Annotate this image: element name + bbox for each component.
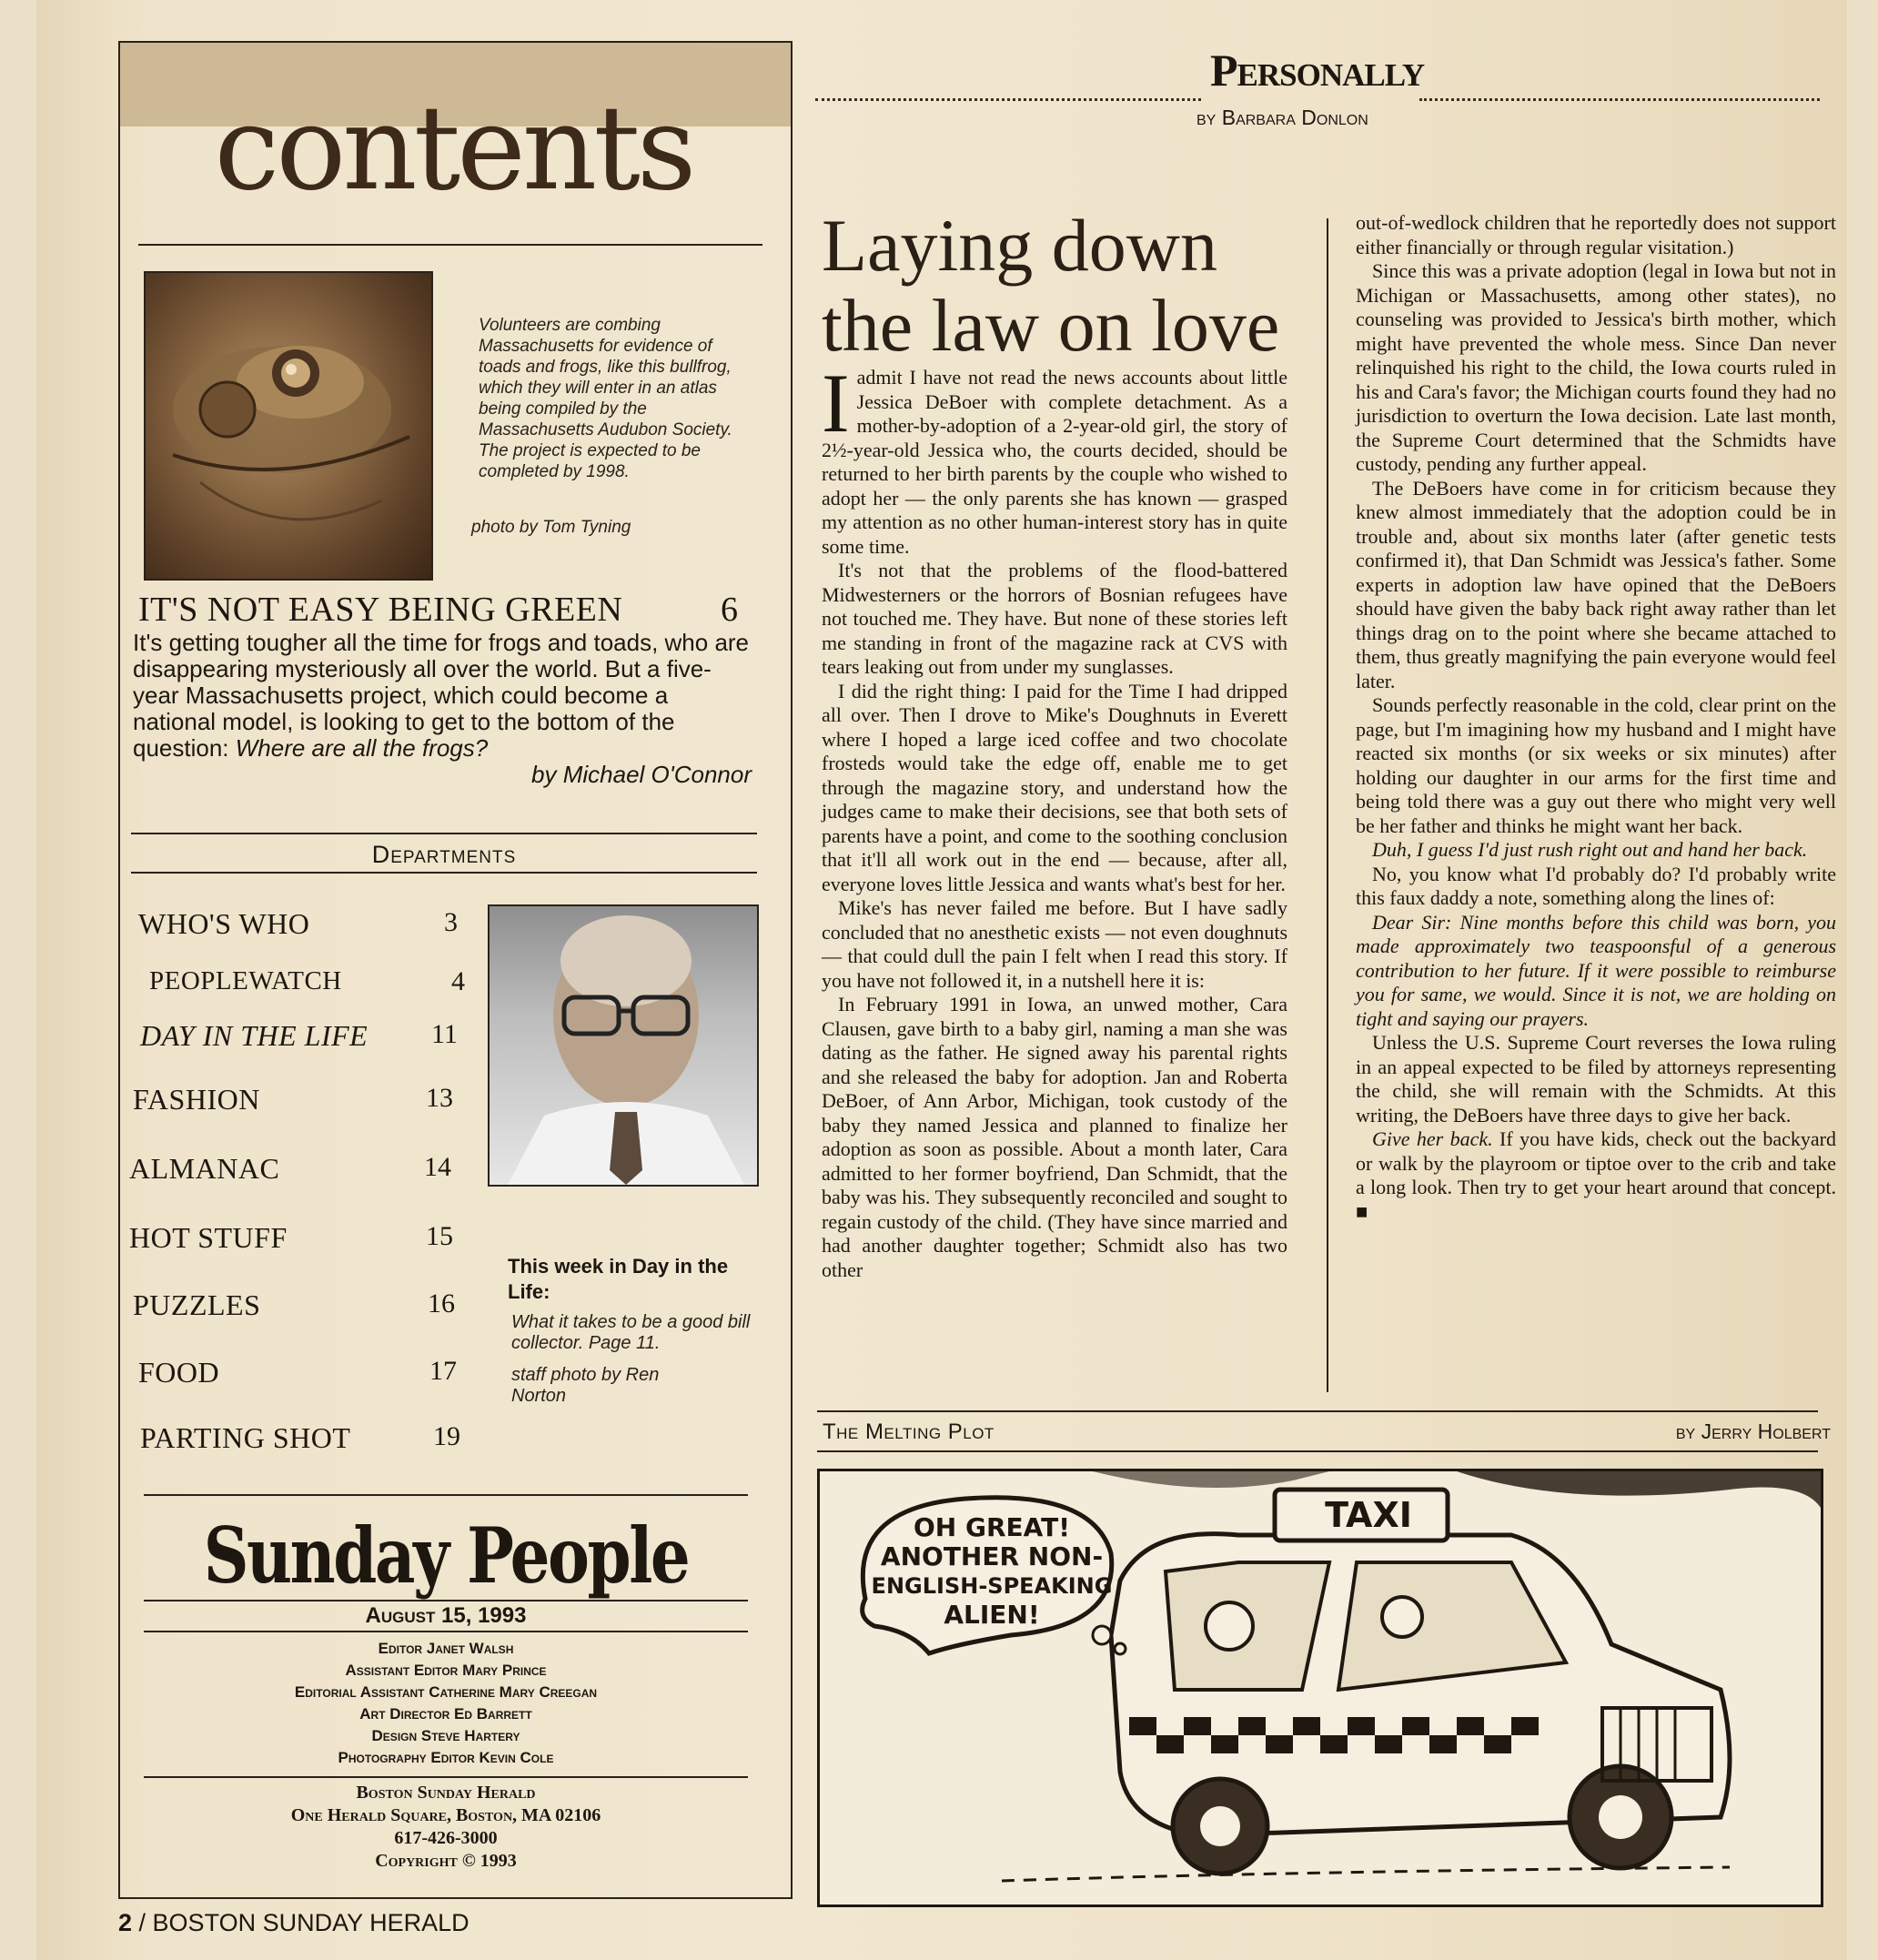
section-title: Personally	[1210, 45, 1425, 96]
divider	[817, 1450, 1818, 1452]
paragraph: Duh, I guess I'd just rush right out and hand her back.	[1372, 838, 1808, 861]
publisher-line: Boston Sunday Herald	[356, 1783, 536, 1803]
paragraph: The DeBoers have come in for criticism because they knew almost immediately that the adoption could be in trouble and, about six months later (after genetic tests confirmed it), that Dan Schmidt was Jessica's father. Some experts in adoption law have opined that the DeBoers should have given the baby back right away rather than let things drag on to the point where she became attached to them, thus greatly magnifying the pain everyone would feel later.	[1356, 476, 1836, 692]
department-page: 4	[451, 966, 465, 996]
divider	[144, 1494, 748, 1496]
publisher-line: One Herald Square, Boston, MA 02106	[290, 1805, 601, 1825]
feature-question: Where are all the frogs?	[235, 734, 489, 762]
column-rule	[1327, 218, 1328, 1392]
department-name: PEOPLEWATCH	[149, 966, 342, 995]
masthead: Sunday People	[203, 1510, 689, 1601]
editorial-cartoon	[817, 1469, 1823, 1907]
department-page: 19	[433, 1421, 460, 1451]
bullfrog-photo	[144, 271, 433, 581]
day-in-life-caption: What it takes to be a good bill collector. Page 11.	[511, 1312, 751, 1353]
paragraph: Since this was a private adoption (legal in Iowa but not in Michigan or Massachusetts, among other states), no counseling was provided to Jessica's birth mother, which might have prevented the whole mess. Since Dan never relinquished his right to the child, the Iowa courts ruled in his and Cara's favor; the Michigan courts found they had no jurisdiction to overturn the Iowa decision. Late last month, the Supreme Court determined that the Schmidts have custody, pending any further appeal.	[1356, 259, 1836, 475]
paragraph: Sounds perfectly reasonable in the cold, clear print on the page, but I'm imagining how my husband and I might have reacted six months (or six weeks or six minutes) after holding our daughter in our arms for the first time and being told there was a guy out there who might very well be her father and thinks he might want her back.	[1356, 693, 1836, 837]
newspaper-name: / BOSTON SUNDAY HERALD	[138, 1909, 470, 1936]
headline	[822, 206, 1295, 366]
department-name: WHO'S WHO	[138, 907, 310, 940]
speech-line: ENGLISH-SPEAKING	[871, 1573, 1113, 1599]
department-page: 17	[429, 1356, 457, 1386]
frog-photo-caption: Volunteers are combing Massachusetts for evidence of toads and frogs, like this bullfrog, which they will enter in an atlas being compiled by the Massachusetts Audubon Society. The project is expected to be completed by 1998.	[479, 316, 732, 481]
bill-collector-photo	[488, 904, 759, 1187]
divider	[817, 1410, 1818, 1412]
staff-line: Photography Editor Kevin Cole	[338, 1749, 554, 1766]
staff-line: Art Director Ed Barrett	[359, 1705, 532, 1723]
page-folio	[118, 1909, 470, 1937]
paragraph: out-of-wedlock children that he reportedly does not support either financially or through regular visitation.)	[1356, 211, 1836, 258]
publisher-line: Copyright © 1993	[375, 1851, 517, 1871]
paragraph: Dear Sir: Nine months before this child was born, you made approximately two teaspoonsful of a generous contribution to her future. If it were possible to reimburse you for same, we would. Since it is not, we are holding on tight and saying our prayers.	[1356, 910, 1836, 1030]
department-name: PUZZLES	[133, 1288, 261, 1321]
day-in-life-heading: This week in Day in the Life:	[508, 1255, 729, 1303]
dotted-rule	[815, 98, 1201, 101]
day-in-life-credit: staff photo by Ren Norton	[511, 1365, 660, 1406]
speech-line: ALIEN!	[944, 1600, 1040, 1630]
department-name: ALMANAC	[129, 1152, 280, 1185]
divider	[131, 833, 757, 834]
staff-line: Editorial Assistant Catherine Mary Creegan	[294, 1683, 598, 1701]
divider	[131, 872, 757, 874]
department-name: FOOD	[138, 1356, 220, 1389]
paragraph: Mike's has never failed me before. But I have sadly concluded that no anesthetic exists — not even doughnuts — that could dull the pain I felt when I read this story. If you have not followed it, in a nutshell here it is:	[822, 896, 1287, 992]
cartoon-title: The Melting Plot	[823, 1419, 995, 1444]
paragraph: It's not that the problems of the flood-battered Midwesterners or the horrors of Bosnian refugees have not touched me. They have. But none of these stories left me standing in front of the magazine rack at CVS with tears leaking out from under my sunglasses.	[822, 559, 1287, 678]
column-byline: by Barbara Donlon	[1196, 106, 1368, 129]
page-number: 2	[118, 1909, 133, 1936]
staff-line: Design Steve Hartery	[371, 1727, 520, 1744]
speech-line: ANOTHER NON-	[880, 1541, 1104, 1571]
department-page: 3	[444, 907, 458, 937]
paragraph: No, you know what I'd probably do? I'd probably write this faux daddy a note, something along the lines of:	[1356, 862, 1836, 909]
paragraph: If you have kids, check out the backyard or walk by the playroom or tiptoe over to the crib and take a long look. Then try to get your heart around that concept. ■	[1356, 1127, 1836, 1223]
cartoon-byline: by Jerry Holbert	[1675, 1419, 1831, 1443]
publisher-info	[146, 1782, 746, 1873]
speech-line: OH GREAT!	[913, 1512, 1071, 1542]
speech-bubble	[869, 1513, 1115, 1630]
frog-photo-credit: photo by Tom Tyning	[471, 518, 631, 537]
feature-summary	[133, 630, 752, 788]
drop-cap: I	[822, 357, 850, 450]
contents-title: contents	[214, 81, 693, 217]
department-name: PARTING SHOT	[140, 1421, 351, 1454]
feature-page-number: 6	[721, 591, 738, 629]
emphasis: Give her back.	[1372, 1127, 1493, 1150]
staff-list	[146, 1638, 746, 1769]
staff-line: Editor Janet Walsh	[378, 1640, 514, 1657]
department-page: 11	[431, 1019, 458, 1049]
department-page: 15	[426, 1221, 453, 1251]
paragraph: I did the right thing: I paid for the Time I had dripped all over. Then I drove to Mike's Doughnuts in Everett where I hoped a large iced coffee and two chocolate frosteds would take the edge off, enable me to get through the magazine story, and understand how the judges came to make their decisions, see that both sets of parents have a point, and come to the soothing conclusion that it'll all work out in the end — because, after all, everyone loves little Jessica and wants what's best for her.	[822, 679, 1287, 895]
department-page: 13	[426, 1083, 453, 1113]
department-page: 14	[424, 1152, 451, 1182]
department-page: 16	[428, 1288, 455, 1318]
article-column-2	[1356, 211, 1836, 1224]
paragraph: In February 1991 in Iowa, an unwed mother, Cara Clausen, gave birth to a baby girl, naming a man she was dating as the father. He signed away his parental rights and she released the baby for adoption. Jan and Roberta DeBoer, of Ann Arbor, Michigan, took custody of the baby they named Jessica and planned to finalize her adoption as soon as possible. About a month later, Cara admitted to her former boyfriend, Dan Schmidt, that the baby was his. They subsequently reconciled and sought to regain custody of the child. (They have since married and had another daughter together; Schmidt also has two other	[822, 993, 1287, 1281]
paragraph: Unless the U.S. Supreme Court reverses the Iowa ruling in an appeal expected to be filed by attorneys representing the child, she will remain with the Schmidts. At this writing, the DeBoers have three days to give her back.	[1356, 1031, 1836, 1126]
divider	[144, 1600, 748, 1601]
department-name: HOT STUFF	[129, 1221, 288, 1254]
department-name: DAY IN THE LIFE	[140, 1019, 369, 1052]
department-name: FASHION	[133, 1083, 260, 1116]
feature-byline: by Michael O'Connor	[531, 761, 752, 788]
divider	[144, 1631, 748, 1632]
article-column-1	[822, 357, 1287, 1282]
departments-heading: Departments	[371, 841, 517, 868]
dotted-rule	[1419, 98, 1820, 101]
divider	[138, 244, 762, 246]
paragraph: admit I have not read the news accounts about little Jessica DeBoer with complete detachment. As a mother-by-adoption of a 2-year-old girl, the story of 2½-year-old Jessica who, the courts decided, should be returned to her birth parents by the couple who wished to adopt her — the only parents she has known — grasped my attention as no other human-interest story has in quite some time.	[822, 366, 1287, 558]
taxi-sign: TAXI	[1325, 1495, 1412, 1535]
feature-title: IT'S NOT EASY BEING GREEN	[138, 591, 623, 629]
publisher-line: 617-426-3000	[394, 1828, 498, 1848]
feature-summary-text: It's getting tougher all the time for frogs and toads, who are disappearing mysteriously all over the world. But a five-year Massachusetts project, which could become a national model, is looking to get to the bottom of the question:	[133, 629, 750, 762]
issue-date: August 15, 1993	[365, 1603, 527, 1628]
headline-text: Laying down the law on love	[822, 204, 1280, 367]
staff-line: Assistant Editor Mary Prince	[345, 1662, 547, 1679]
divider	[144, 1776, 748, 1778]
